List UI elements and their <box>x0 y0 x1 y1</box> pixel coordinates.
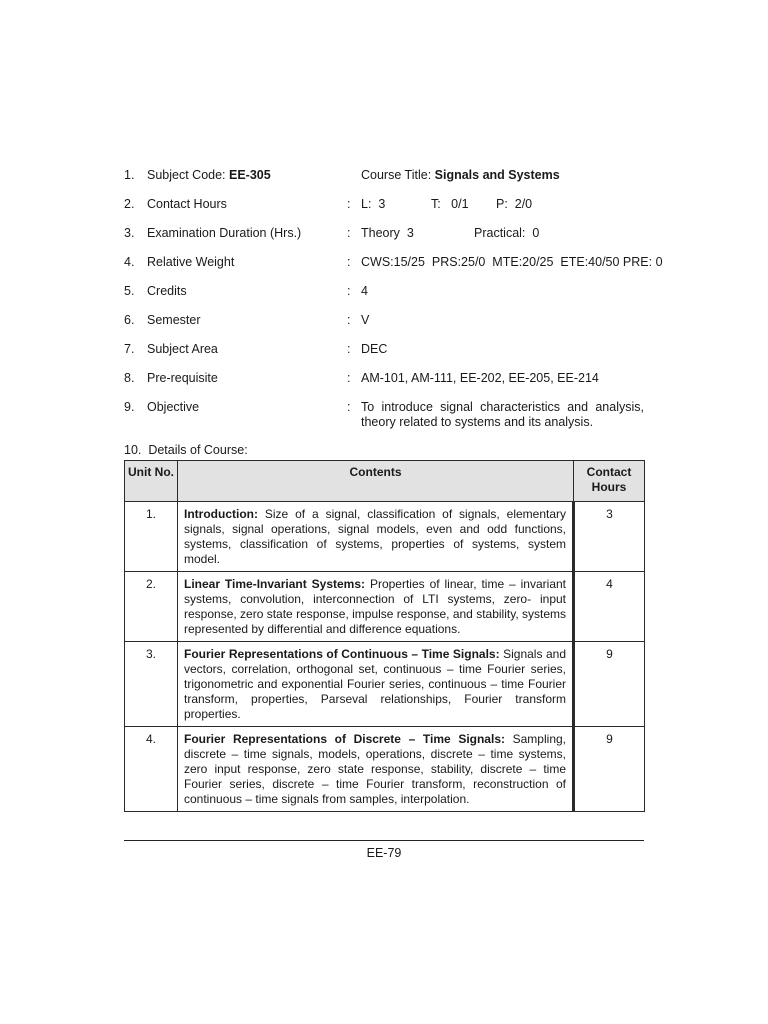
unit-number: 1. <box>125 502 178 572</box>
field-relative-weight <box>124 255 663 284</box>
unit-title: Fourier Representations of Continuous – Time Signals: <box>184 647 500 661</box>
course-details-table <box>124 460 645 812</box>
unit-text: Properties of linear, time – invariant systems, convolution, interconnection of LTI systems, zero- input response, zero state response, impulse response, and stability, systems represented by differential and difference equations. <box>184 577 566 636</box>
subject-code <box>147 168 271 182</box>
table-row <box>125 572 645 642</box>
field-value: CWS:15/25 PRS:25/0 MTE:20/25 ETE:40/50 PRE: 0 <box>361 255 663 269</box>
field-semester <box>124 313 644 342</box>
field-value: DEC <box>361 342 388 356</box>
field-label: Semester <box>147 313 201 327</box>
unit-text: Sampling, discrete – time signals, models, operations, discrete – time systems, zero input response, zero state response, stability, discrete – time Fourier series, discrete – time Fourier transform, reconstruction of continuous – time signals from samples, interpolation. <box>184 732 566 806</box>
unit-hours: 4 <box>574 572 645 642</box>
unit-title: Linear Time-Invariant Systems: <box>184 577 366 591</box>
field-credits <box>124 284 644 313</box>
colon: : <box>347 255 351 269</box>
course-title <box>361 168 560 182</box>
field-subject <box>124 168 644 197</box>
field-number: 8. <box>124 371 135 385</box>
field-number: 9. <box>124 400 135 414</box>
field-label: Objective <box>147 400 200 414</box>
colon: : <box>347 313 351 327</box>
colon: : <box>347 197 351 211</box>
table-row <box>125 727 645 812</box>
practical-hours: P: 2/0 <box>496 197 533 211</box>
practical-duration: Practical: 0 <box>474 226 540 240</box>
unit-contents <box>178 572 574 642</box>
colon: : <box>347 226 351 240</box>
course-title-value: Signals and Systems <box>434 168 560 182</box>
colon: : <box>347 371 351 385</box>
field-number: 5. <box>124 284 135 298</box>
unit-title: Introduction: <box>184 507 258 521</box>
field-label: Examination Duration (Hrs.) <box>147 226 302 240</box>
unit-contents <box>178 642 574 727</box>
field-number: 6. <box>124 313 135 327</box>
field-label: Pre-requisite <box>147 371 218 385</box>
header-hours: Contact Hours <box>574 461 645 502</box>
unit-contents <box>178 502 574 572</box>
field-number: 4. <box>124 255 135 269</box>
unit-number: 2. <box>125 572 178 642</box>
course-info <box>124 168 663 436</box>
unit-number: 3. <box>125 642 178 727</box>
field-contact-hours <box>124 197 644 226</box>
field-label: Relative Weight <box>147 255 235 269</box>
page-number: EE-79 <box>366 846 402 860</box>
unit-text: Size of a signal, classification of signals, elementary signals, signal operations, signal models, even and odd functions, systems, classification of systems, properties of systems, system model. <box>184 507 566 566</box>
field-exam-duration <box>124 226 644 255</box>
field-subject-area <box>124 342 644 371</box>
field-label: Contact Hours <box>147 197 227 211</box>
field-number: 7. <box>124 342 135 356</box>
tutorial-hours: T: 0/1 <box>431 197 469 211</box>
subject-code-value: EE-305 <box>229 168 271 182</box>
lecture-hours: L: 3 <box>361 197 386 211</box>
colon: : <box>347 342 351 356</box>
field-prerequisite <box>124 371 644 400</box>
details-title: 10. Details of Course: <box>124 443 248 457</box>
subject-code-label: Subject Code: <box>147 168 229 182</box>
field-value: AM-101, AM-111, EE-202, EE-205, EE-214 <box>361 371 599 385</box>
field-number: 1. <box>124 168 135 182</box>
field-value: V <box>361 313 370 327</box>
unit-title: Fourier Representations of Discrete – Time Signals: <box>184 732 505 746</box>
field-label: Subject Area <box>147 342 218 356</box>
unit-text: Signals and vectors, correlation, orthogonal set, continuous – time Fourier series, trigonometric and exponential Fourier series, continuous – time Fourier transform, properties, Parseval relationships, Fourier transform properties. <box>184 647 567 721</box>
table-row <box>125 502 645 572</box>
table-row <box>125 642 645 727</box>
unit-hours: 9 <box>574 642 645 727</box>
field-objective <box>124 400 644 436</box>
unit-hours: 3 <box>574 502 645 572</box>
field-number: 3. <box>124 226 135 240</box>
colon: : <box>347 400 351 414</box>
unit-contents <box>178 727 574 812</box>
colon: : <box>347 284 351 298</box>
theory-duration: Theory 3 <box>361 226 414 240</box>
header-contents: Contents <box>178 461 574 502</box>
header-unit: Unit No. <box>125 461 178 502</box>
field-value: To introduce signal characteristics and analysis, theory related to systems and its analysis. <box>361 400 644 429</box>
unit-number: 4. <box>125 727 178 812</box>
course-title-label: Course Title: <box>361 168 435 182</box>
field-number: 2. <box>124 197 135 211</box>
footer-divider <box>124 840 644 841</box>
field-value: 4 <box>361 284 368 298</box>
unit-hours: 9 <box>574 727 645 812</box>
table-header-row <box>125 461 645 502</box>
field-label: Credits <box>147 284 187 298</box>
